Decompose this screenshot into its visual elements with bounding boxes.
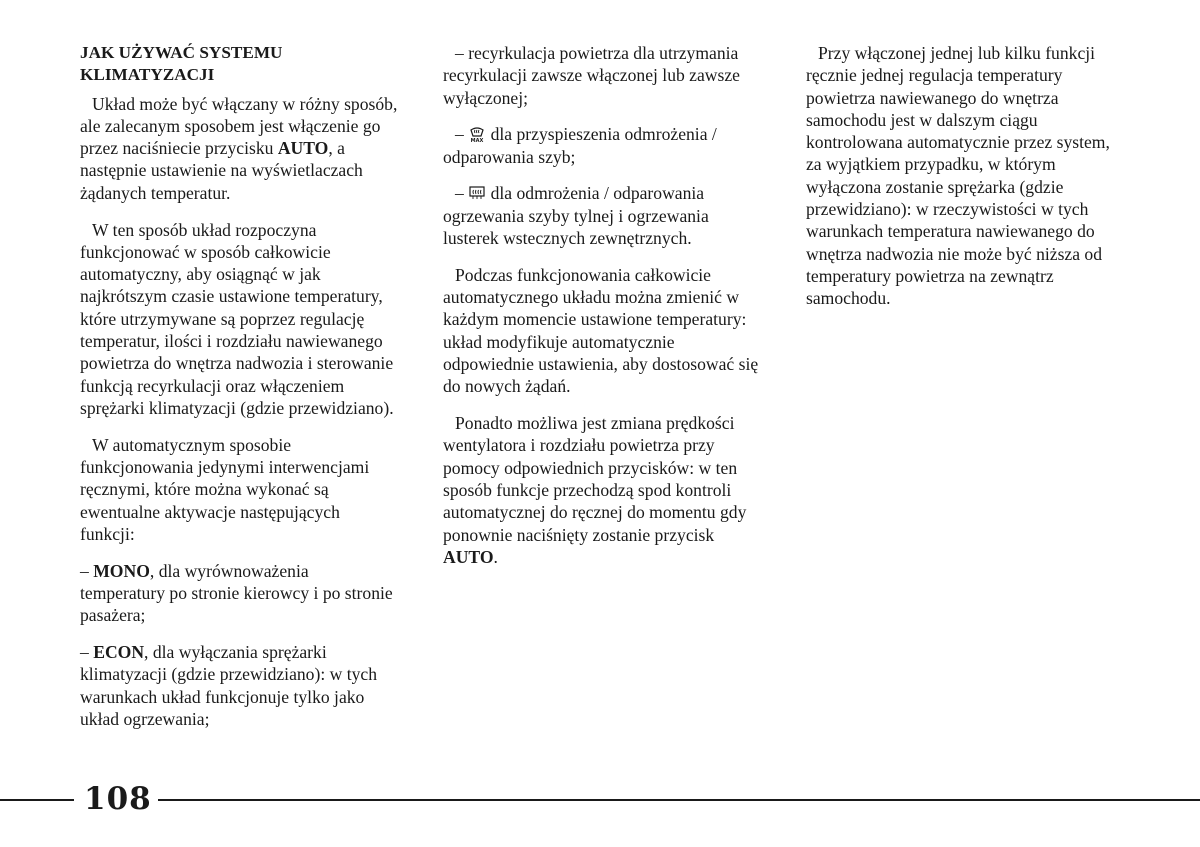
footer-rule-right: [158, 799, 1200, 801]
paragraph-auto-adjust: Podczas funkcjonowania całkowicie automatycznego układu można zmienić w każdym momencie ustawione temperatury: układ modyfikuje automatycznie odpowiednie ustawienia, aby dostosować się do nowych żądań.: [443, 264, 759, 397]
list-item-recirculation: – recyrkulacja powietrza dla utrzymania recyrkulacji zawsze włączonej lub zawsze wyłączonej;: [443, 43, 740, 108]
svg-text:MAX: MAX: [470, 138, 484, 144]
column-left: [80, 42, 398, 745]
rear-window-defrost-icon: [468, 184, 486, 202]
paragraph-text: Ponadto możliwa jest zmiana prędkości wentylatora i rozdziału powietrza przy pomocy odpowiednich przycisków: w ten sposób funkcje przechodzą spod kontroli automatycznej do ręcznej do momentu gdy ponownie naciśnięty zostanie przycisk: [443, 413, 747, 545]
list-dash: –: [80, 560, 94, 581]
column-middle: [443, 42, 761, 583]
paragraph-automatic-mode: W ten sposób układ rozpoczyna funkcjonować w sposób całkowicie automatyczny, aby osiągnąć w jak najkrótszym czasie ustawione temperatury, które utrzymywane są poprzez regulację temperatur, ilości i rozdziału nawiewanego powietrza do wnętrza nadwozia i sterowanie funkcją recyrkulacji oraz włączeniem sprężarki klimatyzacji (gdzie przewidziano).: [80, 219, 394, 418]
heading-line-1: JAK UŻYWAĆ SYSTEMU: [80, 43, 283, 62]
section-heading: [80, 42, 398, 87]
auto-button-label: AUTO: [443, 546, 494, 567]
list-item-text: , dla wyłączania sprężarki klimatyzacji (gdzie przewidziano): w tych warunkach układ funkcjonuje tylko jako układ ogrzewania;: [80, 642, 378, 730]
paragraph-intro: [80, 93, 398, 204]
paragraph-fan-speed: [443, 412, 761, 568]
paragraph-text: , a następnie ustawienie na wyświetlaczach żądanych temperatur.: [80, 138, 363, 203]
mono-button-label: MONO: [93, 560, 150, 581]
list-item-max-defrost: [443, 123, 761, 168]
list-item-mono: [80, 560, 398, 627]
list-dash: –: [455, 124, 469, 145]
heading-line-2: KLIMATYZACJI: [80, 65, 215, 85]
page-footer: [0, 780, 1200, 820]
list-item-econ: [80, 641, 398, 730]
list-item-text: dla odmrożenia / odparowania ogrzewania szyby tylnej i ogrzewania lusterek wstecznych zewnętrznych.: [443, 183, 709, 249]
list-item-text: , dla wyrównoważenia temperatury po stronie kierowcy i po stronie pasażera;: [80, 560, 393, 626]
paragraph-compressor: Przy włączonej jednej lub kilku funkcji ręcznie jednej regulacja temperatury powietrza nawiewanego do wnętrza samochodu jest w dalszym ciągu kontrolowana automatycznie przez system, za wyjątkiem przypadku, w którym wyłączona zostanie sprężarka (gdzie przewidziano): w rzeczywistości w tych warunkach temperatura nawiewanego do wnętrza nadwozia nie może być niższa od temperatury powietrza na zewnątrz samochodu.: [806, 43, 1110, 309]
econ-button-label: ECON: [93, 642, 145, 663]
list-item-text: dla przyspieszenia odmrożenia / odparowania szyb;: [443, 124, 717, 167]
paragraph-text: Układ może być włączany w różny sposób, ale zalecanym sposobem jest włączenie go przez naciśniecie przycisku: [80, 93, 398, 159]
column-right: [806, 42, 1124, 324]
page-number: 108: [84, 781, 152, 817]
list-dash: –: [455, 183, 469, 204]
paragraph-manual-interventions: W automatycznym sposobie funkcjonowania jedynymi interwencjami ręcznymi, które można wykonać są ewentualne aktywacje następujących funkcji:: [80, 434, 370, 544]
paragraph-text: .: [493, 546, 498, 567]
list-item-rear-defrost: [443, 182, 761, 249]
windshield-max-defrost-icon: [468, 125, 486, 143]
footer-rule-left: [0, 799, 74, 801]
auto-button-label: AUTO: [277, 138, 329, 159]
list-dash: –: [80, 642, 94, 663]
